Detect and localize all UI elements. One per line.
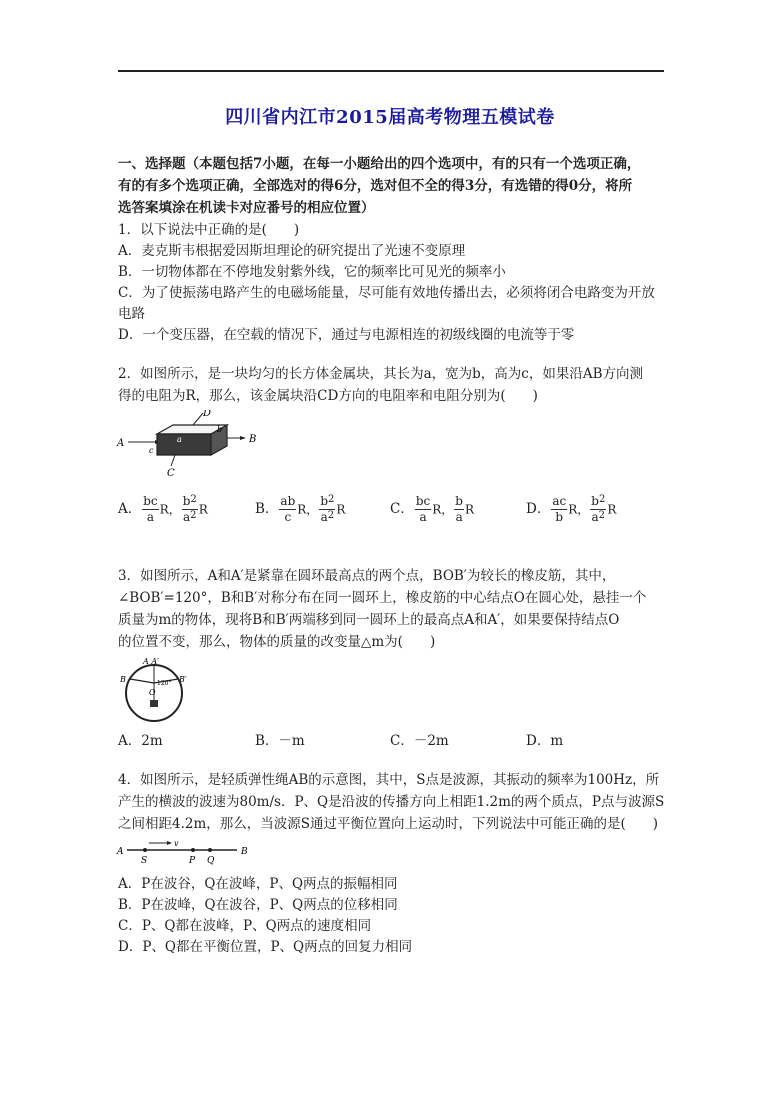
q2-option-d: D． $\frac{ac}{b}$ R， $\frac{b^2}{a^2}$ R [526, 494, 617, 524]
q3-fig-label-b: B [120, 675, 126, 684]
q2-fig-label-d-point: D [203, 410, 212, 419]
q4-fig-label-p: P [189, 856, 196, 866]
q1-option-d: D．一个变压器，在空载的情况下，通过与电源相连的初级线圈的电流等于零 [118, 327, 575, 343]
q3-stem-line: ∠BOB′=120°，B和B′对称分布在同一圆环上，橡皮筋的中心结点O在圆心处，悬挂一个 [118, 590, 647, 606]
q3-option-b: B．－m [255, 733, 305, 749]
q3-fig-label-aa: A A′ [143, 657, 159, 666]
q2-stem-line: 2．如图所示，是一块均匀的长方体金属块，其长为a，宽为b，高为c，如果沿AB方向测 [118, 366, 644, 382]
q2-fig-label-c-dim: c [149, 446, 154, 455]
q4-fig-label-q: Q [207, 856, 215, 866]
q2-fig-label-a-point: A [117, 438, 125, 449]
q4-fig-label-v: v [174, 839, 179, 848]
q3-option-a: A．2m [118, 733, 163, 749]
q3-fig-label-angle: 120° [157, 680, 172, 687]
header-rule [118, 70, 664, 72]
q3-option-c: C．－2m [390, 733, 449, 749]
page-title: 四川省内江市2015届高考物理五模试卷 [225, 107, 555, 128]
q4-stem-line: 4．如图所示，是轻质弹性绳AB的示意图，其中，S点是波源，其振动的频率为100Hz，所 [118, 772, 660, 788]
q4-fig-label-s: S [141, 856, 148, 866]
q1-option-c: C．为了使振荡电路产生的电磁场能量，尽可能有效地传播出去，必须将闭合电路变为开放 [118, 285, 655, 301]
q2-fig-label-c-point: C [167, 468, 175, 478]
section-heading-line: 有的有多个选项正确，全部选对的得6分，选对但不全的得3分，有选错的得0分，将所 [118, 178, 633, 194]
q2-stem-line: 得的电阻为R，那么，该金属块沿CD方向的电阻率和电阻分别为( ) [118, 388, 538, 404]
q3-stem-line: 的位置不变，那么，物体的质量的改变量△m为( ) [118, 634, 436, 650]
q1-stem: 1．以下说法中正确的是( ) [118, 222, 300, 238]
q3-stem-line: 3．如图所示，A和A′是紧靠在圆环最高点的两个点，BOB′为较长的橡皮筋，其中， [118, 568, 616, 584]
q4-fig-label-a: A [117, 847, 124, 857]
q3-fig-label-bp: B′ [179, 675, 187, 684]
q4-option-b: B．P在波峰，Q在波谷，P、Q两点的位移相同 [118, 897, 398, 913]
q3-option-d: D．m [526, 733, 564, 749]
q4-fig-label-b: B [241, 847, 248, 857]
q2-fig-label-b-point: B [249, 434, 257, 445]
q3-stem-line: 质量为m的物体，现将B和B′两端移到同一圆环上的最高点A和A′，如果要保持结点O [118, 612, 620, 628]
q1-option-a: A．麦克斯韦根据爱因斯坦理论的研究提出了光速不变原理 [118, 243, 466, 259]
q2-block-figure [115, 410, 265, 478]
q2-fig-label-b-dim: b [217, 425, 223, 434]
q4-stem-line: 产生的横波的波速为80m/s．P、Q是沿波的传播方向上相距1.2m的两个质点，P点与波源S [118, 794, 665, 810]
q2-option-b: B． $\frac{ab}{c}$ R， $\frac{b^2}{a^2}$ R [255, 494, 346, 524]
q4-stem-line: 之间相距4.2m，那么，当波源S通过平衡位置向上运动时，下列说法中可能正确的是( ) [118, 816, 659, 832]
q4-option-a: A．P在波谷，Q在波峰，P、Q两点的振幅相同 [118, 876, 398, 892]
q4-option-d: D．P、Q都在平衡位置，P、Q两点的回复力相同 [118, 939, 413, 955]
q4-option-c: C．P、Q都在波峰，P、Q两点的速度相同 [118, 918, 372, 934]
q2-fig-label-a-dim: a [177, 435, 182, 444]
q3-ring-figure [115, 655, 195, 723]
q2-option-a: A． $\frac{bc}{a}$ R， $\frac{b^2}{a^2}$ R [118, 494, 208, 524]
q4-rope-figure [115, 838, 255, 866]
section-heading-line: 选答案填涂在机读卡对应番号的相应位置） [118, 200, 375, 216]
q2-option-c: C． $\frac{bc}{a}$ R， $\frac{b}{a}$ R [390, 494, 475, 524]
q1-option-c-cont: 电路 [118, 306, 145, 322]
q1-option-b: B．一切物体都在不停地发射紫外线，它的频率比可见光的频率小 [118, 264, 506, 280]
q3-fig-label-o: O [149, 688, 156, 697]
section-heading-line: 一、选择题（本题包括7小题，在每一小题给出的四个选项中，有的只有一个选项正确， [118, 156, 641, 172]
